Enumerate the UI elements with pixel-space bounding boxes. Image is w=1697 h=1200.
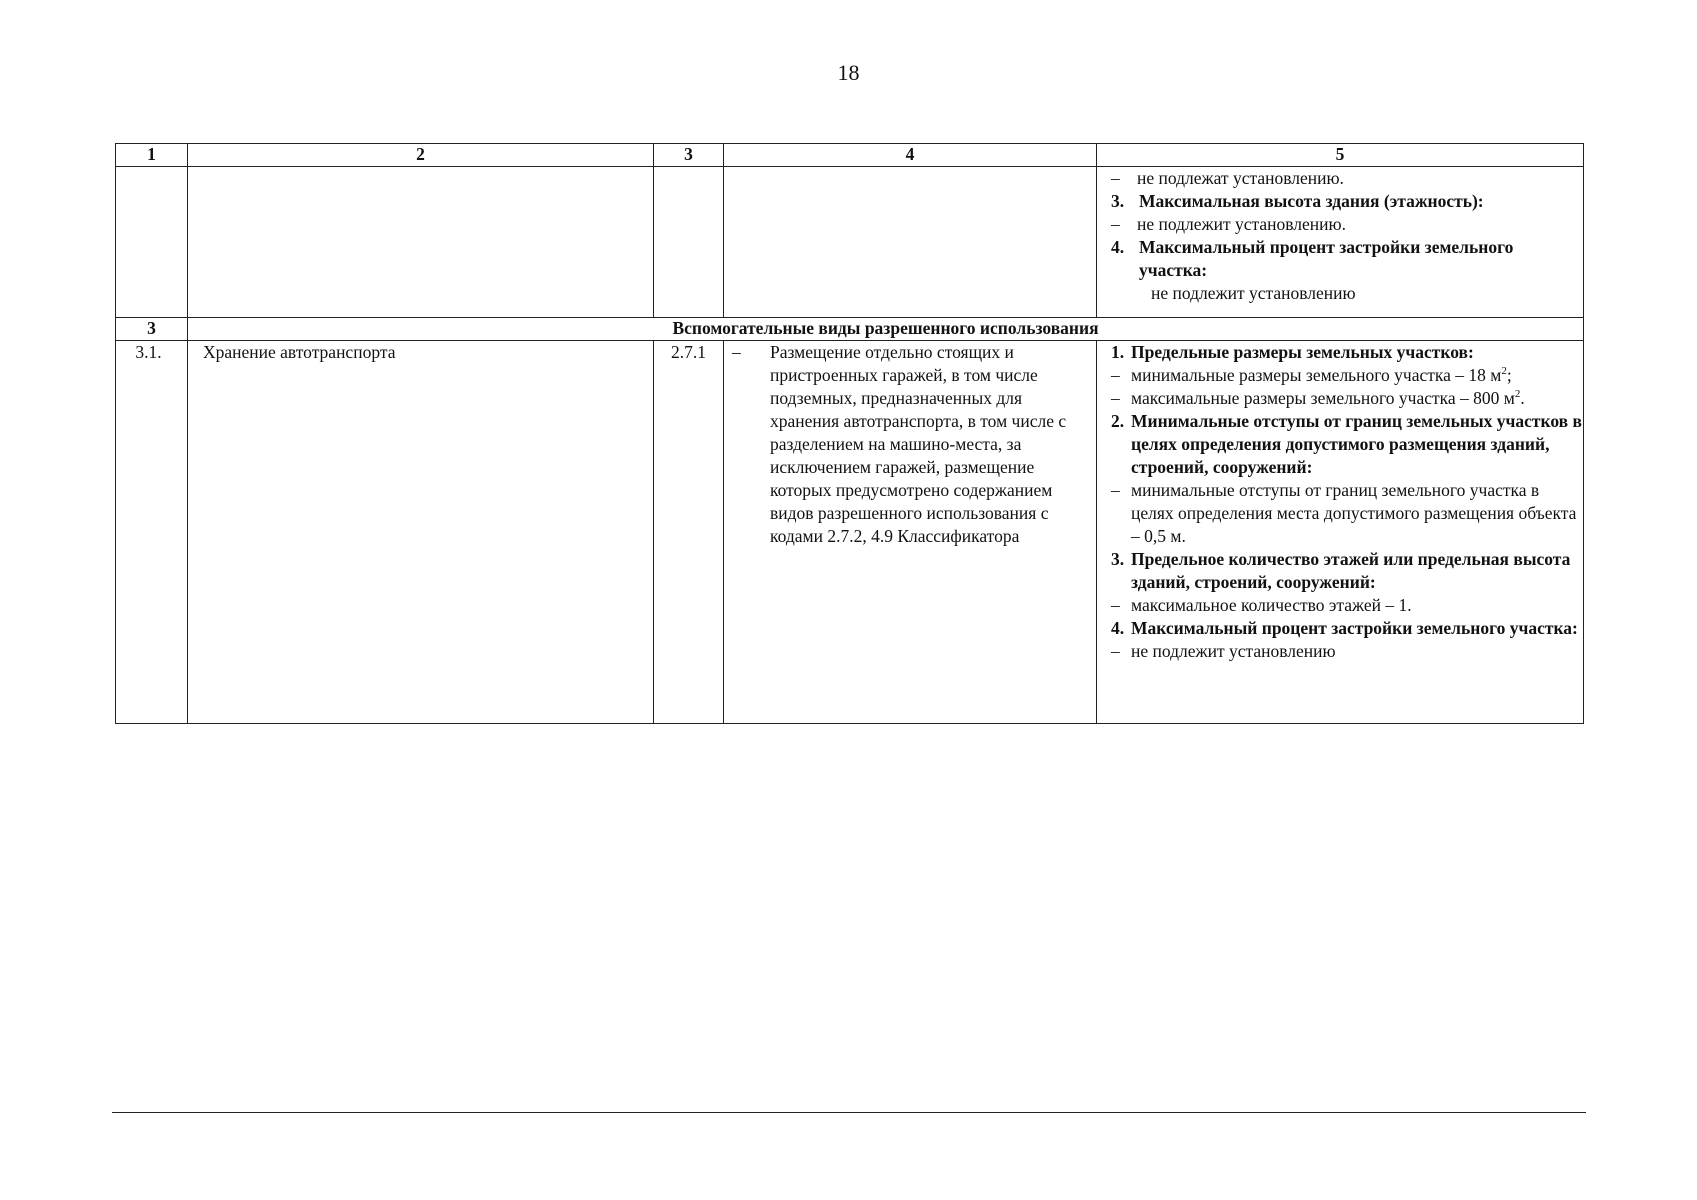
line-text: не подлежит установлению.	[1137, 214, 1346, 234]
continuation-line	[1097, 213, 1583, 236]
param-heading	[1097, 617, 1583, 640]
number-mark: 3.	[1111, 549, 1125, 569]
section-row	[116, 318, 1584, 341]
dash-mark: –	[1111, 168, 1120, 188]
header-col-3: 3	[654, 144, 724, 167]
table-row	[116, 341, 1584, 724]
header-col-2: 2	[188, 144, 654, 167]
param-text-main: минимальные размеры земельного участка – 18 м	[1131, 365, 1502, 385]
dash-mark: –	[732, 342, 741, 362]
continuation-cell-4	[724, 167, 1097, 318]
param-heading	[1097, 548, 1583, 594]
page-number: 18	[837, 60, 860, 85]
superscript: 2	[1501, 365, 1507, 378]
dash-mark: –	[1111, 641, 1120, 661]
param-value	[1097, 387, 1583, 410]
continuation-line	[1097, 236, 1583, 282]
header-col-4: 4	[724, 144, 1097, 167]
param-title: Максимальный процент застройки земельного участка:	[1131, 618, 1578, 638]
dash-mark: –	[1111, 480, 1120, 500]
param-text-tail: ;	[1506, 365, 1512, 385]
continuation-line	[1097, 190, 1583, 213]
dash-mark: –	[1111, 595, 1120, 615]
param-value	[1097, 364, 1583, 387]
param-text-tail: .	[1520, 388, 1525, 408]
param-heading	[1097, 341, 1583, 364]
continuation-line: не подлежит установлению	[1151, 283, 1356, 303]
item-params-cell	[1097, 341, 1584, 724]
number-mark: 1.	[1111, 342, 1125, 362]
line-text: не подлежат установлению.	[1137, 168, 1344, 188]
item-number: 3.1.	[116, 341, 188, 724]
continuation-cell-2	[188, 167, 654, 318]
continuation-cell-3	[654, 167, 724, 318]
continuation-cell-1	[116, 167, 188, 318]
item-description-cell	[724, 341, 1097, 724]
item-code: 2.7.1	[654, 341, 724, 724]
header-col-1: 1	[116, 144, 188, 167]
param-text: максимальное количество этажей – 1.	[1131, 595, 1412, 615]
param-text	[1131, 364, 1512, 387]
permitted-use-table	[115, 143, 1584, 724]
number-mark: 2.	[1111, 411, 1125, 431]
continuation-params-cell	[1097, 167, 1584, 318]
param-title: Минимальные отступы от границ земельных участков в целях определения допустимого размещения зданий, строений, сооружений:	[1131, 411, 1582, 477]
param-text: минимальные отступы от границ земельного участка в целях определения места допустимого размещения объекта – 0,5 м.	[1131, 480, 1577, 546]
header-col-5: 5	[1097, 144, 1584, 167]
param-value	[1097, 594, 1583, 617]
param-title: Предельное количество этажей или предельная высота зданий, строений, сооружений:	[1131, 549, 1571, 592]
number-mark: 4.	[1111, 618, 1125, 638]
continuation-line	[1097, 167, 1583, 190]
continuation-row	[116, 167, 1584, 318]
param-text	[1131, 387, 1525, 410]
superscript: 2	[1514, 388, 1521, 401]
number-mark: 4.	[1111, 237, 1125, 257]
item-description	[724, 341, 1096, 548]
description-text: Размещение отдельно стоящих и пристроенных гаражей, в том числе подземных, предназначенных для хранения автотранспорта, в том числе с разделением на машино-места, за исключением гаражей, размещение которых предусмотрено содержанием видов разрешенного использования с кодами 2.7.2, 4.9 Классификатора	[770, 342, 1067, 546]
footer-divider	[112, 1112, 1586, 1113]
section-title: Вспомогательные виды разрешенного использования	[188, 318, 1584, 341]
line-text: Максимальная высота здания (этажность):	[1139, 191, 1484, 211]
param-value	[1097, 640, 1583, 663]
param-value	[1097, 479, 1583, 548]
dash-mark: –	[1111, 365, 1120, 385]
param-heading	[1097, 410, 1583, 479]
header-row	[116, 144, 1584, 167]
param-text: не подлежит установлению	[1131, 641, 1336, 661]
param-text-main: максимальные размеры земельного участка – 800 м	[1131, 388, 1515, 408]
param-title: Предельные размеры земельных участков:	[1131, 342, 1474, 362]
section-number: 3	[116, 318, 188, 341]
item-name: Хранение автотранспорта	[188, 341, 654, 724]
dash-mark: –	[1111, 214, 1120, 234]
dash-mark: –	[1111, 388, 1120, 408]
line-text: Максимальный процент застройки земельного участка:	[1139, 237, 1514, 280]
number-mark: 3.	[1111, 191, 1125, 211]
